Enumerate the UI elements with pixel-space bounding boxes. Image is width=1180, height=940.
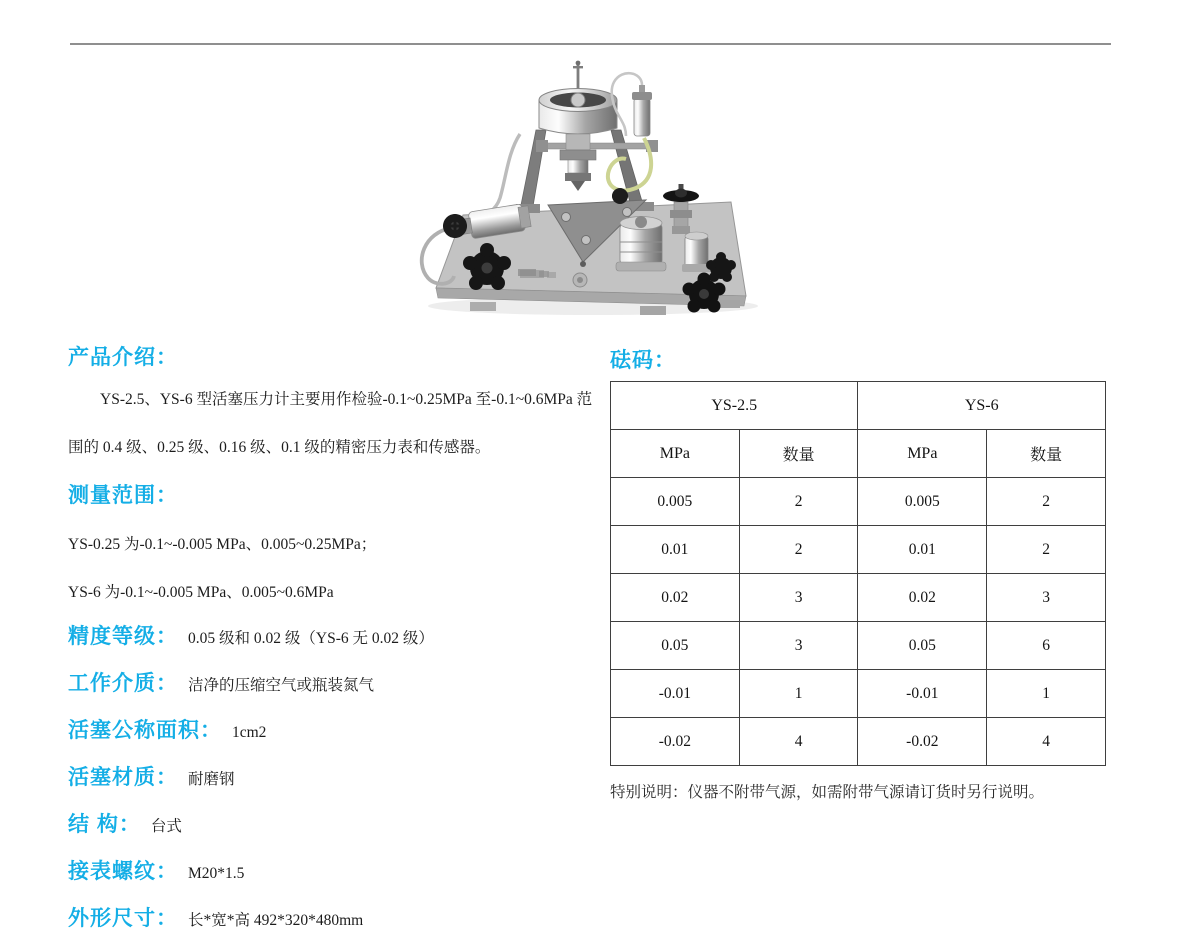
spec-label: 结 构：	[68, 813, 141, 836]
table-cell: -0.01	[611, 670, 740, 718]
spec-row	[68, 620, 434, 650]
table-cell: 0.05	[858, 622, 987, 670]
weights-heading: 砝码：	[610, 349, 676, 372]
table-cell: 2	[739, 478, 858, 526]
intro-heading: 产品介绍：	[68, 346, 178, 369]
table-cell: -0.02	[858, 718, 987, 766]
range-line1: YS-0.25 为-0.1~-0.005 MPa、0.005~0.25MPa；	[68, 536, 377, 553]
spec-row	[68, 714, 266, 744]
intro-paragraph-line2: 围的 0.4 级、0.25 级、0.16 级、0.1 级的精密压力表和传感器。	[68, 439, 491, 456]
table-cell: 0.02	[611, 574, 740, 622]
spec-value: 耐磨钢	[188, 771, 235, 788]
spec-value: 洁净的压缩空气或瓶装氮气	[188, 677, 375, 694]
spec-value: 台式	[150, 818, 182, 835]
table-cell: 2	[987, 478, 1106, 526]
table-cell: 0.05	[611, 622, 740, 670]
range-heading: 测量范围：	[68, 484, 178, 507]
table-cell: 3	[739, 622, 858, 670]
spec-label: 工作介质：	[68, 672, 178, 695]
table-cell: 1	[739, 670, 858, 718]
table-cell: 2	[987, 526, 1106, 574]
spec-value: 1cm2	[232, 724, 267, 741]
table-cell: 3	[987, 574, 1106, 622]
spec-row	[68, 761, 235, 791]
table-cell: 0.01	[858, 526, 987, 574]
table-cell: 4	[739, 718, 858, 766]
group-header-ys6: YS-6	[858, 382, 1106, 430]
table-cell: 2	[739, 526, 858, 574]
table-cell: 6	[987, 622, 1106, 670]
spec-value: 长*宽*高 492*320*480mm	[188, 912, 364, 929]
table-cell: 0.005	[858, 478, 987, 526]
weights-table-body	[611, 478, 1106, 766]
table-cell: 4	[987, 718, 1106, 766]
table-cell: -0.01	[858, 670, 987, 718]
spec-row	[68, 855, 244, 885]
special-note: 特别说明：仪器不附带气源，如需附带气源请订货时另行说明。	[610, 784, 1045, 801]
spec-row	[68, 667, 374, 697]
table-cell: 0.01	[611, 526, 740, 574]
spec-label: 精度等级：	[68, 625, 178, 648]
spec-row	[68, 808, 182, 838]
table-cell: 1	[987, 670, 1106, 718]
table-row	[611, 670, 1106, 718]
table-row	[611, 718, 1106, 766]
weights-table	[610, 381, 1106, 766]
spec-label: 活塞材质：	[68, 766, 178, 789]
sub-header-mpa-1: MPa	[611, 430, 740, 478]
table-row	[611, 574, 1106, 622]
table-row	[611, 478, 1106, 526]
spec-value: M20*1.5	[188, 865, 245, 882]
sub-header-mpa-2: MPa	[858, 430, 987, 478]
table-cell: 3	[739, 574, 858, 622]
table-cell: 0.005	[611, 478, 740, 526]
table-cell: -0.02	[611, 718, 740, 766]
sub-header-row	[611, 430, 1106, 478]
spec-label: 外形尺寸：	[68, 907, 178, 930]
sub-header-qty-1: 数量	[739, 430, 858, 478]
spec-value: 0.05 级和 0.02 级（YS-6 无 0.02 级）	[188, 630, 434, 647]
group-header-ys25: YS-2.5	[611, 382, 858, 430]
table-row	[611, 526, 1106, 574]
table-cell: 0.02	[858, 574, 987, 622]
spec-label: 接表螺纹：	[68, 860, 178, 883]
sub-header-qty-2: 数量	[987, 430, 1106, 478]
intro-paragraph-line1: YS-2.5、YS-6 型活塞压力计主要用作检验-0.1~0.25MPa 至-0.1~0.6MPa 范	[100, 391, 593, 408]
group-header-row	[611, 382, 1106, 430]
range-line2: YS-6 为-0.1~-0.005 MPa、0.005~0.6MPa	[68, 584, 334, 601]
table-row	[611, 622, 1106, 670]
spec-row	[68, 902, 363, 932]
spec-label: 活塞公称面积：	[68, 719, 222, 742]
